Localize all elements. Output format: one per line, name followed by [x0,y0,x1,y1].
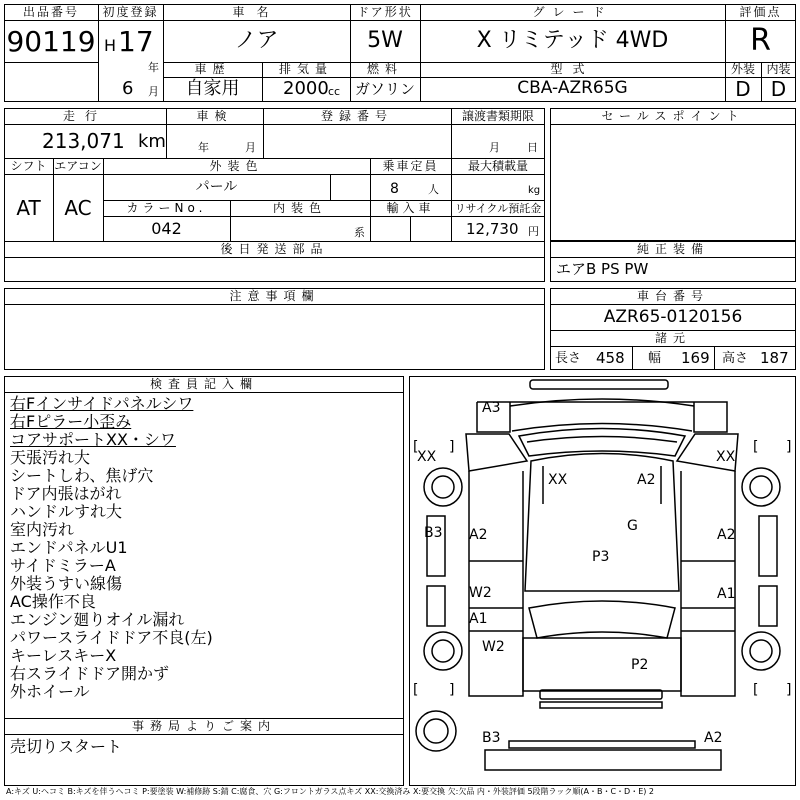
legend: A:キズ U:ヘコミ B:キズを伴うヘコミ P:要塗装 W:補修跡 S:錆 C:腐食、穴 G:フロントガラス点キズ XX:交換済み X:要交換 欠:欠品 内・外装評価 5段階ラック順(A・B・C・D・E) 2 [6,787,655,796]
recycle-label: リサイクル預託金 [454,202,542,215]
office-label: 事務局よりご案内 [131,719,276,733]
inspector-line: エンドパネルU1 [10,538,128,557]
equipment-label: 純正装備 [636,242,709,256]
inspector-line: 右Fインサイドパネルシワ [10,394,194,413]
car-name: ノア [234,28,279,53]
mark-w2-left-lower: W2 [482,639,505,655]
car-outline [409,376,796,786]
model-code: CBA-AZR65G [517,78,628,98]
displacement: 2000 [283,78,329,99]
score-label: 評価点 [739,5,782,19]
yen-unit: 円 [528,225,539,238]
mark-b3-left: B3 [424,525,443,541]
inspector-line: ドア内張はがれ [10,484,122,503]
svg-text:]: ] [786,682,792,698]
shift: AT [16,196,41,220]
history-label: 車歴 [194,62,231,76]
mark-a1-right: A1 [717,586,736,602]
mark-xx-left: XX [417,449,437,465]
width-label: 幅 [648,351,662,366]
fuel: ガソリン [354,80,415,98]
door-label: ドア形状 [357,5,413,19]
inspector-line: 外装うすい線傷 [10,574,123,593]
mark-p2: P2 [631,657,649,673]
interior-score: D [770,77,787,101]
history: 自家用 [185,78,240,99]
mark-w2-left: W2 [469,585,492,601]
width: 169 [681,349,710,367]
recycle-fee: 12,730 [466,220,519,238]
inspection-label: 車検 [196,109,233,123]
mileage-label: 走行 [62,109,107,123]
dims-label: 諸元 [654,331,691,345]
inspector-line: 室内汚れ [10,520,75,539]
mark-xx-right: XX [716,449,736,465]
km-unit: km [138,131,166,152]
mark-a3: A3 [482,400,501,416]
capacity-label: 乗車定員 [382,159,439,173]
transfer-month-unit: 月 [489,141,500,154]
inspection-year-unit: 年 [198,141,209,154]
transfer-doc-label: 譲渡書類期限 [461,109,534,123]
svg-text:[: [ [413,682,419,698]
score: R [750,23,771,58]
inspector-line: AC操作不良 [10,592,96,611]
color-no: 042 [151,219,182,238]
inspector-line: シートしわ、焦げ穴 [10,466,154,485]
inspection-month-unit: 月 [245,141,256,154]
svg-text:]: ] [449,439,455,455]
svg-text:]: ] [449,682,455,698]
chassis-label: 車台番号 [636,289,709,303]
door-type: 5W [367,28,403,53]
cc-unit: cc [328,85,341,98]
lot-label: 出品番号 [22,5,79,19]
first-reg-label: 初度登録 [102,5,159,19]
exterior-label: 外装 [730,62,755,76]
inspector-line: サイドミラーA [10,556,116,575]
inspector-line: キーレスキーX [10,646,117,665]
mark-b3-bottom: B3 [482,730,501,746]
inspector-line: ハンドルすれ大 [10,502,123,521]
year-unit: 年 [148,61,159,74]
svg-text:[: [ [413,439,419,455]
color: パール [195,179,238,195]
mark-xx-center: XX [548,472,568,488]
color-label: 外装色 [209,159,264,173]
model-label: 型式 [550,62,595,76]
mark-a1-left: A1 [469,611,488,627]
sales-point-label: セールスポイント [601,109,745,123]
svg-text:[: [ [753,682,759,698]
inspector-line: 右スライドドア開かず [10,664,170,683]
displacement-label: 排気量 [278,62,333,76]
grade: X リミテッド 4WD [476,28,669,53]
ac: AC [64,196,92,220]
inspector-line: パワースライドドア不良(左) [10,628,213,647]
height-label: 高さ [722,351,749,366]
ac-label: エアコン [54,159,102,173]
reg-number-label: 登録番号 [320,109,393,123]
mileage: 213,071 [42,129,125,153]
month-unit: 月 [148,85,159,98]
interior-color-label: 内装色 [272,201,327,215]
length-label: 長さ [555,351,582,366]
inspector-line: 天張汚れ大 [10,448,91,467]
shift-label: シフト [10,159,47,173]
office-note: 売切りスタート [10,737,123,756]
max-load-label: 最大積載量 [467,159,528,173]
equipment: エアB PS PW [556,260,649,278]
first-reg-month: 6 [122,78,134,99]
mark-g: G [627,518,638,534]
height: 187 [760,349,789,367]
transfer-day-unit: 日 [527,141,538,154]
first-reg-year: 17 [118,25,154,58]
svg-text:]: ] [786,439,792,455]
exterior-score: D [735,77,751,101]
mark-a2-center: A2 [637,472,656,488]
kg-unit: kg [528,185,541,196]
inspector-label: 検査員記入欄 [149,377,258,391]
inspector-line: 外ホイール [10,682,90,701]
length: 458 [596,349,625,367]
grade-label: グレード [532,5,613,19]
era: H [104,36,117,55]
inspector-line: 右Fピラー小歪み [10,412,132,431]
person-unit: 人 [428,183,439,196]
mark-p3: P3 [592,549,610,565]
mark-a2-right: A2 [717,527,736,543]
svg-text:[: [ [753,439,759,455]
color-no-label: カラーNo. [126,201,207,215]
chassis-number: AZR65-0120156 [603,307,743,327]
fuel-label: 燃料 [366,62,403,76]
interior-color-unit: 系 [354,226,365,239]
lot-number: 90119 [6,25,96,58]
caution-label: 注意事項欄 [229,289,320,303]
mark-a2-left: A2 [469,527,488,543]
mark-a2-bottom: A2 [704,730,723,746]
interior-label: 内装 [766,62,791,76]
sales-point-box [550,108,796,241]
import-label: 輸入車 [386,201,435,215]
later-parts-label: 後日発送部品 [220,242,329,256]
capacity: 8 [390,181,399,197]
inspector-line: コアサポートXX・シワ [10,430,176,449]
inspector-line: エンジン廻りオイル漏れ [10,610,185,629]
car-name-label: 車名 [232,5,281,19]
